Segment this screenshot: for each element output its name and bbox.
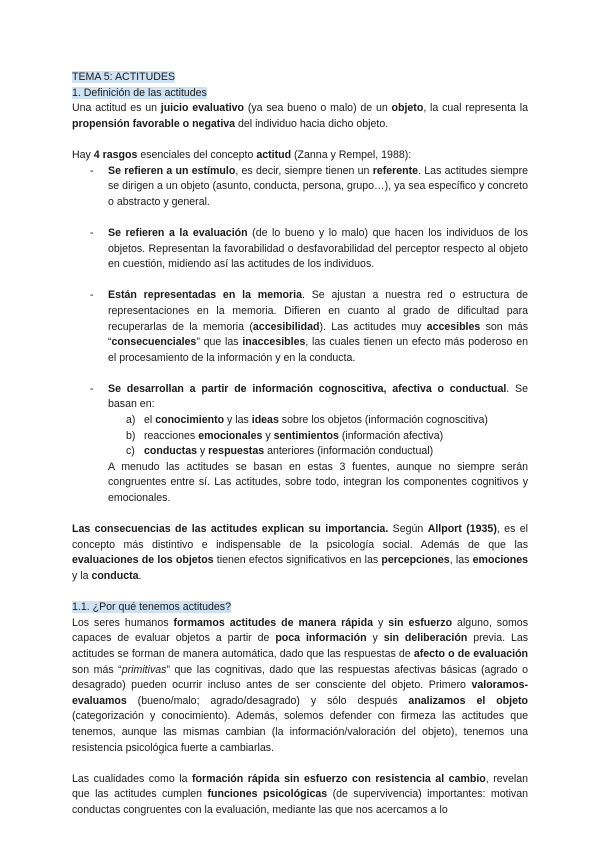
functions-paragraph: Las cualidades como la formación rápida sin esfuerzo con resistencia al cambio, revelan que las actitudes cumplen funciones psicológicas (de supervivencia) importantes: motivan conductas congruentes con la evaluación, mediante las que nos acercamos a lo <box>72 772 529 816</box>
source-item-behavioral: c) conductas y respuestas anteriores (información conductual) <box>126 445 434 458</box>
why-attitudes-paragraph: Los seres humanos formamos actitudes de manera rápida y sin esfuerzo alguno, somos capaces de evaluar objetos a partir de poca información y sin deliberación previa. Las actitudes se forman de manera automática, dado que las respuestas de afecto o de evaluación son más “primitivas” que las cognitivas, dado que las respuestas afectivas básicas (agrado o desagrado) pueden ocurrir incluso antes de ser consciente del objeto. Primero valoramos-evaluamos (bueno/malo; agrado/desagrado) y sólo después analizamos el objeto (categorización y conocimiento). Además, solemos defender con firmeza las actitudes que tenemos, aunque las mismas cambian (la información/valoración del objeto), tenemos una resistencia psicológica fuerte a cambiarlas. <box>72 616 529 754</box>
traits-intro: Hay 4 rasgos esenciales del concepto actitud (Zanna y Rempel, 1988): <box>72 148 412 161</box>
source-item-cognitive: a) el conocimiento y las ideas sobre los objetos (información cognoscitiva) <box>126 414 488 427</box>
section-1-1-heading: 1.1. ¿Por qué tenemos actitudes? <box>72 601 231 614</box>
section-1-heading: 1. Definición de las actitudes <box>72 86 207 99</box>
consequences-paragraph: Las consecuencias de las actitudes explican su importancia. Según Allport (1935), es el concepto más distintivo e indispensable de la psicología social. Además de que las evaluaciones de los objetos tienen efectos significativos en las percepciones, las emociones y la conducta. <box>72 523 528 582</box>
source-item-affective: b) reacciones emocionales y sentimientos (información afectiva) <box>126 429 444 442</box>
sources-note: A menudo las actitudes se basan en estas 3 fuentes, aunque no siempre serán congruentes entre sí. Las actitudes, sobre todo, integran los componentes cognitivos y emocionales. <box>108 460 528 505</box>
document-title: TEMA 5: ACTITUDES <box>72 71 176 83</box>
trait-item-memory: - Están representadas en la memoria. Se ajustan a nuestra red o estructura de representaciones en la memoria. Difieren en cuanto al grado de dificultad para recuperarlas de la memoria (accesibilidad). Las actitudes muy accesibles son más “consecuenciales” que las inaccesibles, las cuales tienen un efecto más poderoso en el procesamiento de la información y en la conducta. <box>90 289 528 364</box>
definition-paragraph: Una actitud es un juicio evaluativo (ya sea bueno o malo) de un objeto, la cual representa la propensión favorable o negativa del individuo hacia dicho objeto. <box>72 102 528 130</box>
document-content <box>72 70 528 819</box>
trait-item-evaluation: - Se refieren a la evaluación (de lo bueno y lo malo) que hacen los individuos de los objetos. Representan la favorabilidad o desfavorabilidad del perceptor respecto al objeto en cuestión, midiendo así las actitudes de los individuos. <box>90 226 528 271</box>
trait-item-information-sources: - Se desarrollan a partir de información cognoscitiva, afectiva o conductual. Se basan en: <box>90 382 528 411</box>
trait-item-stimulus: - Se refieren a un estímulo, es decir, siempre tienen un referente. Las actitudes siempre se dirigen a un objeto (asunto, conducta, persona, grupo…), ya sea específico y concreto o abstracto y general. <box>90 164 528 208</box>
